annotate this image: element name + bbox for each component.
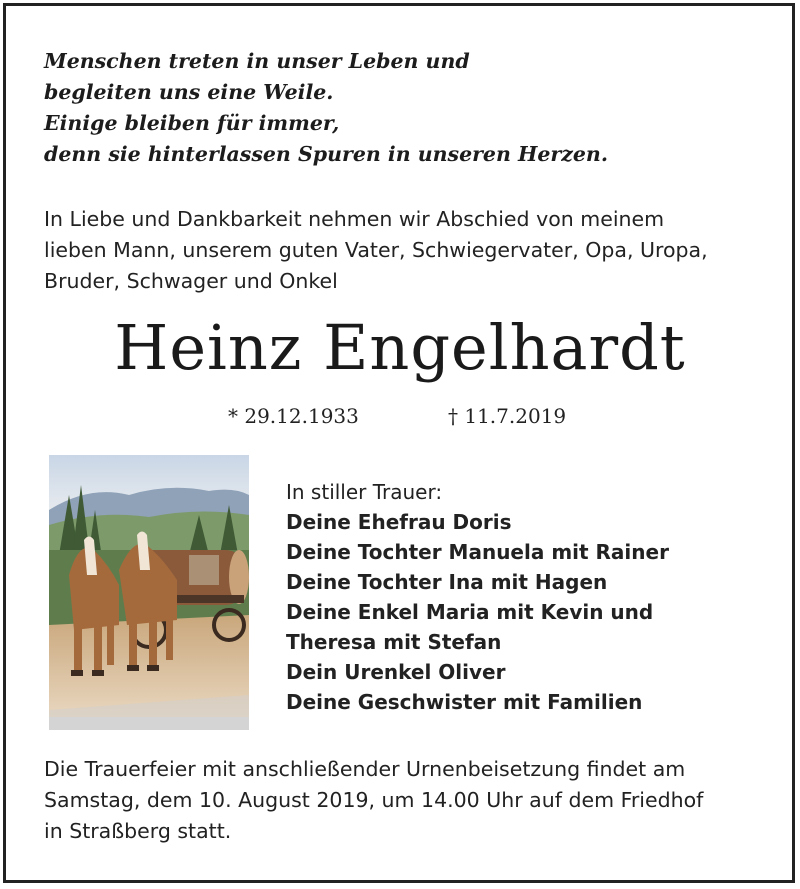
birth-date: * 29.12.1933 [228, 404, 359, 428]
poem-line: Einige bleiben für immer, [44, 111, 340, 135]
funeral-line: Samstag, dem 10. August 2019, um 14.00 Uhr auf dem Friedhof [44, 788, 704, 812]
poem-line: Menschen treten in unser Leben und [44, 49, 470, 73]
intro-line: In Liebe und Dankbarkeit nehmen wir Abschied von meinem [44, 207, 665, 231]
list-item: Dein Urenkel Oliver [286, 660, 506, 684]
intro-line: Bruder, Schwager und Onkel [44, 269, 338, 293]
funeral-line: Die Trauerfeier mit anschließender Urnenbeisetzung findet am [44, 757, 686, 781]
poem-line: begleiten uns eine Weile. [44, 80, 334, 104]
list-item: Deine Tochter Manuela mit Rainer [286, 540, 669, 564]
list-item: Deine Ehefrau Doris [286, 510, 512, 534]
list-item: Deine Tochter Ina mit Hagen [286, 570, 608, 594]
poem [44, 46, 608, 170]
horse-cart-painting [49, 455, 249, 730]
list-item: Theresa mit Stefan [286, 630, 502, 654]
deceased-name: Heinz Engelhardt [114, 311, 686, 384]
funeral-info [44, 754, 703, 847]
intro-line: lieben Mann, unserem guten Vater, Schwiegervater, Opa, Uropa, [44, 238, 708, 262]
mourners-list [286, 477, 669, 717]
mourners-lead: In stiller Trauer: [286, 480, 443, 504]
list-item: Deine Enkel Maria mit Kevin und [286, 600, 654, 624]
death-date: † 11.7.2019 [448, 404, 567, 428]
intro-text [44, 204, 764, 297]
poem-line: denn sie hinterlassen Spuren in unseren Herzen. [44, 142, 608, 166]
funeral-line: in Straßberg statt. [44, 819, 232, 843]
list-item: Deine Geschwister mit Familien [286, 690, 643, 714]
